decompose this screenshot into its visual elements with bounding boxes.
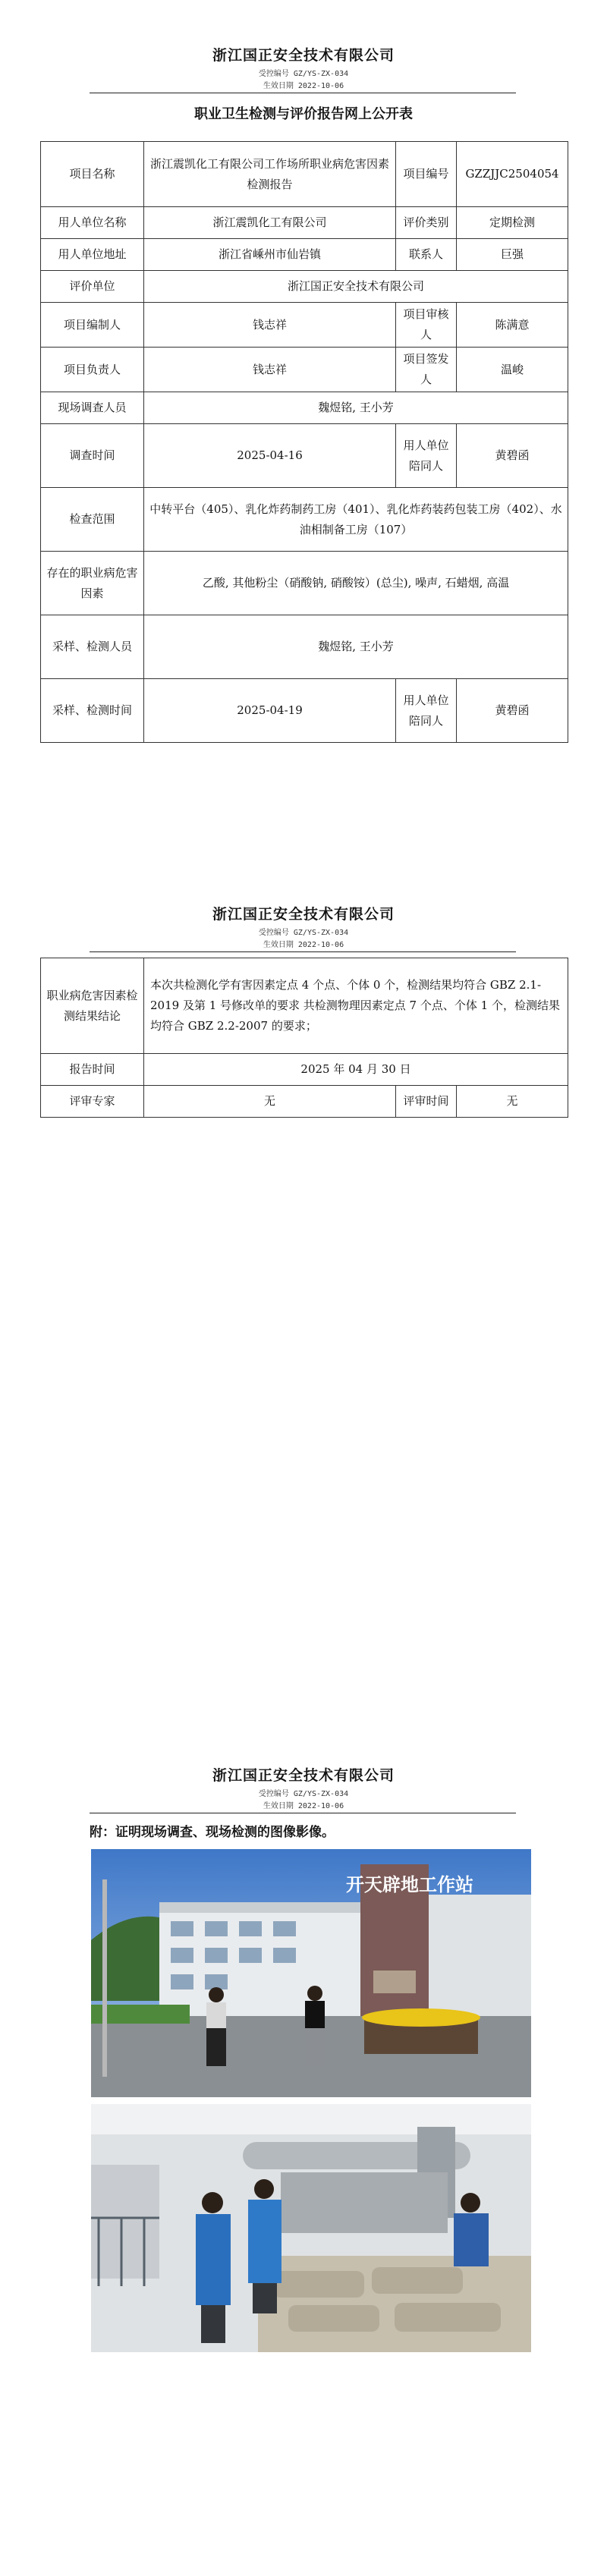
effective-date: 生效日期 2022-10-06 (263, 82, 344, 90)
label-issuer: 项目签发人 (396, 348, 457, 392)
label-conclusion: 职业病危害因素检测结果结论 (41, 958, 144, 1054)
value-contact: 巨强 (457, 239, 568, 271)
table-row (41, 303, 568, 348)
table-row (41, 239, 568, 271)
label-sampling-staff: 采样、检测人员 (41, 615, 144, 679)
field-testing-photo (91, 2104, 531, 2352)
value-eval-type: 定期检测 (457, 207, 568, 239)
label-leader: 项目负责人 (41, 348, 144, 392)
label-project-no: 项目编号 (396, 142, 457, 207)
label-contact: 联系人 (396, 239, 457, 271)
value-review-time: 无 (457, 1086, 568, 1118)
label-accompany-2: 用人单位陪同人 (396, 679, 457, 743)
site-survey-image (91, 1849, 531, 2097)
table-row (41, 392, 568, 424)
table-row (41, 207, 568, 239)
table-row (41, 679, 568, 743)
value-report-time: 2025 年 04 月 30 日 (144, 1054, 568, 1086)
table-row (41, 424, 568, 488)
header-divider (90, 951, 516, 952)
label-eval-unit: 评价单位 (41, 271, 144, 303)
control-number: 受控编号 GZ/YS-ZX-034 (258, 70, 349, 78)
label-project-name: 项目名称 (41, 142, 144, 207)
label-survey-time: 调查时间 (41, 424, 144, 488)
label-employer-name: 用人单位名称 (41, 207, 144, 239)
conclusion-table (40, 958, 568, 1118)
value-issuer: 温峻 (457, 348, 568, 392)
label-compiler: 项目编制人 (41, 303, 144, 348)
control-number: 受控编号 GZ/YS-ZX-034 (258, 1790, 349, 1798)
control-number: 受控编号 GZ/YS-ZX-034 (258, 929, 349, 937)
value-employer-name: 浙江震凯化工有限公司 (144, 207, 396, 239)
building-sign-text: 开天辟地工作站 (346, 1874, 473, 1895)
table-row (41, 271, 568, 303)
label-accompany: 用人单位陪同人 (396, 424, 457, 488)
value-hazards: 乙酸, 其他粉尘（硝酸钠, 硝酸铵）(总尘), 噪声, 石蜡烟, 高温 (144, 552, 568, 615)
value-leader: 钱志祥 (144, 348, 396, 392)
value-survey-time: 2025-04-16 (144, 424, 396, 488)
value-scope: 中转平台（405）、乳化炸药制药工房（401）、乳化炸药装药包装工房（402）、水油相制备工房（107） (144, 488, 568, 552)
value-conclusion: 本次共检测化学有害因素定点 4 个点、个体 0 个，检测结果均符合 GBZ 2.1-2019 及第 1 号修改单的要求 共检测物理因素定点 7 个点、个体 1 个，检测结果均符合 GBZ 2.2-2007 的要求； (144, 958, 568, 1054)
value-eval-unit: 浙江国正安全技术有限公司 (144, 271, 568, 303)
label-employer-address: 用人单位地址 (41, 239, 144, 271)
company-name: 浙江国正安全技术有限公司 (212, 1767, 395, 1784)
table-row (41, 1086, 568, 1118)
label-report-time: 报告时间 (41, 1054, 144, 1086)
annex-caption: 附：证明现场调查、现场检测的图像影像。 (90, 1825, 335, 1840)
page-title: 职业卫生检测与评价报告网上公开表 (194, 106, 413, 122)
table-row (41, 488, 568, 552)
label-survey-staff: 现场调查人员 (41, 392, 144, 424)
table-row (41, 1054, 568, 1086)
table-row (41, 958, 568, 1054)
value-sampling-staff: 魏煜铭, 王小芳 (144, 615, 568, 679)
value-project-no: GZZJJC2504054 (457, 142, 568, 207)
label-hazards: 存在的职业病危害因素 (41, 552, 144, 615)
table-row (41, 552, 568, 615)
value-accompany-2: 黄碧函 (457, 679, 568, 743)
effective-date: 生效日期 2022-10-06 (263, 941, 344, 949)
field-testing-image (91, 2104, 531, 2352)
label-sampling-time: 采样、检测时间 (41, 679, 144, 743)
label-reviewer: 项目审核人 (396, 303, 457, 348)
value-reviewer: 陈满意 (457, 303, 568, 348)
value-accompany: 黄碧函 (457, 424, 568, 488)
value-sampling-time: 2025-04-19 (144, 679, 396, 743)
value-compiler: 钱志祥 (144, 303, 396, 348)
label-review-time: 评审时间 (396, 1086, 457, 1118)
site-survey-photo (91, 1849, 531, 2097)
value-survey-staff: 魏煜铭, 王小芳 (144, 392, 568, 424)
company-name: 浙江国正安全技术有限公司 (212, 906, 395, 923)
label-expert: 评审专家 (41, 1086, 144, 1118)
table-row (41, 142, 568, 207)
report-table (40, 141, 568, 743)
company-name: 浙江国正安全技术有限公司 (212, 47, 395, 64)
effective-date: 生效日期 2022-10-06 (263, 1802, 344, 1810)
label-eval-type: 评价类别 (396, 207, 457, 239)
value-expert: 无 (144, 1086, 396, 1118)
table-row (41, 615, 568, 679)
value-project-name: 浙江震凯化工有限公司工作场所职业病危害因素检测报告 (144, 142, 396, 207)
table-row (41, 348, 568, 392)
value-employer-address: 浙江省嵊州市仙岩镇 (144, 239, 396, 271)
label-scope: 检查范围 (41, 488, 144, 552)
